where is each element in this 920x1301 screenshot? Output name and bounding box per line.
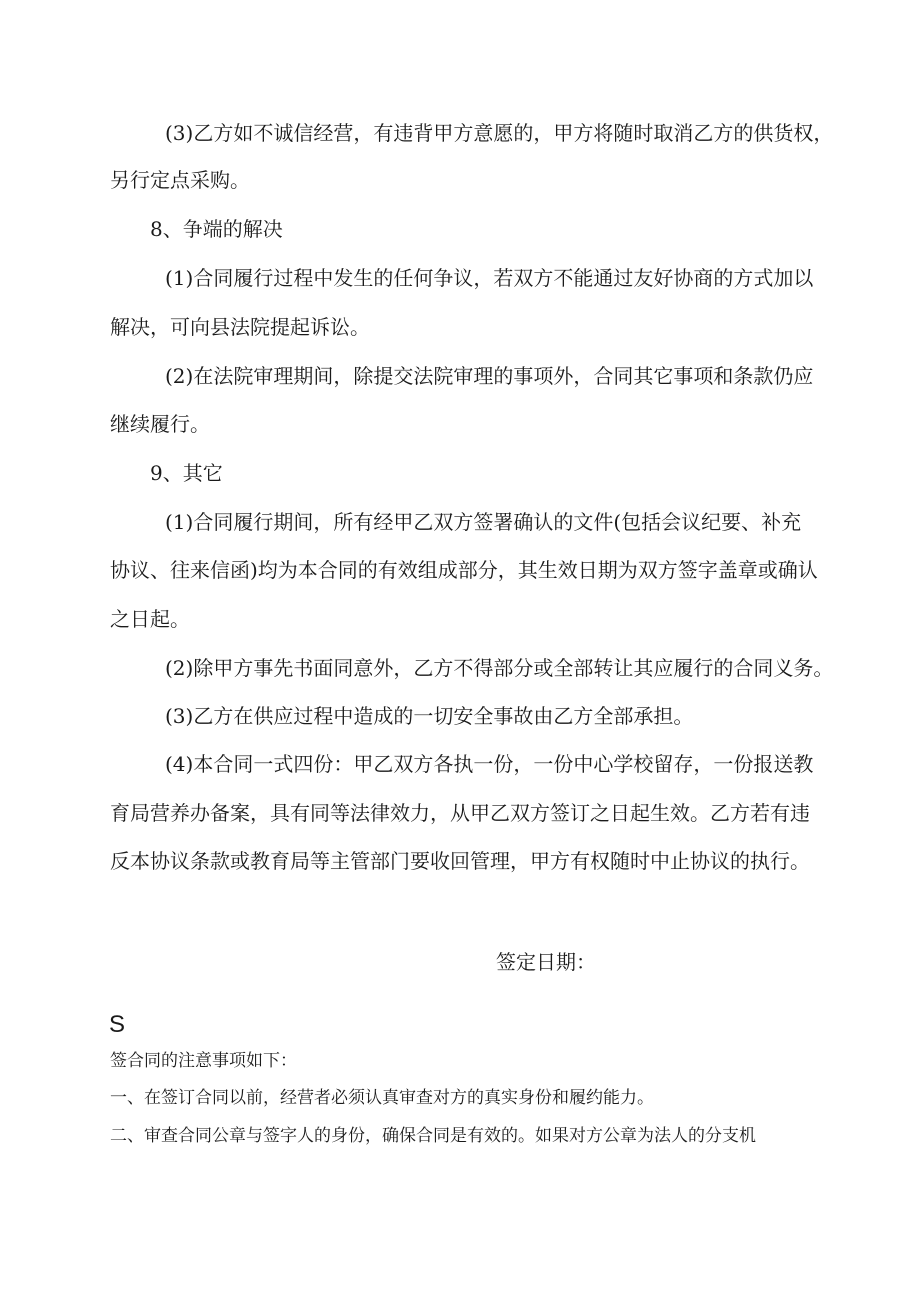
s9-item4-line3: 反本协议条款或教育局等主管部门要收回管理，甲方有权随时中止协议的执行。	[110, 849, 810, 873]
s9-item1-line3: 之日起。	[110, 607, 190, 631]
section8-heading: 8、争端的解决	[150, 217, 283, 241]
s7-item3-line2: 另行定点采购。	[110, 168, 250, 192]
s9-item1-line2: 协议、往来信函)均为本合同的有效组成部分，其生效日期为双方签字盖章或确认	[110, 558, 818, 582]
s9-item2-line1: (2)除甲方事先书面同意外，乙方不得部分或全部转让其应履行的合同义务。	[165, 656, 834, 680]
notes-item-1: 一、在签订合同以前，经营者必须认真审查对方的真实身份和履约能力。	[110, 1088, 654, 1108]
s9-item3-line1: (3)乙方在供应过程中造成的一切安全事故由乙方全部承担。	[165, 704, 694, 728]
s9-item4-line1: (4)本合同一式四份：甲乙双方各执一份，一份中心学校留存，一份报送教	[165, 752, 814, 776]
signing-date-label: 签定日期：	[496, 950, 596, 974]
notes-title: 签合同的注意事项如下：	[110, 1051, 297, 1071]
s9-item1-line1: (1)合同履行期间，所有经甲乙双方签署确认的文件(包括会议纪要、补充	[165, 510, 802, 534]
s7-item3-line1: (3)乙方如不诚信经营，有违背甲方意愿的，甲方将随时取消乙方的供货权，	[165, 121, 834, 145]
s8-item1-line2: 解决，可向县法院提起诉讼。	[110, 315, 370, 339]
notes-item-2: 二、审查合同公章与签字人的身份，确保合同是有效的。如果对方公章为法人的分支机	[110, 1126, 756, 1146]
s8-item2-line1: (2)在法院审理期间，除提交法院审理的事项外，合同其它事项和条款仍应	[165, 364, 814, 388]
notes-mark: S	[109, 1011, 126, 1038]
s8-item1-line1: (1)合同履行过程中发生的任何争议，若双方不能通过友好协商的方式加以	[165, 266, 814, 290]
s8-item2-line2: 继续履行。	[110, 412, 210, 436]
section9-heading: 9、其它	[150, 461, 223, 485]
s9-item4-line2: 育局营养办备案，具有同等法律效力，从甲乙双方签订之日起生效。乙方若有违	[110, 801, 810, 825]
